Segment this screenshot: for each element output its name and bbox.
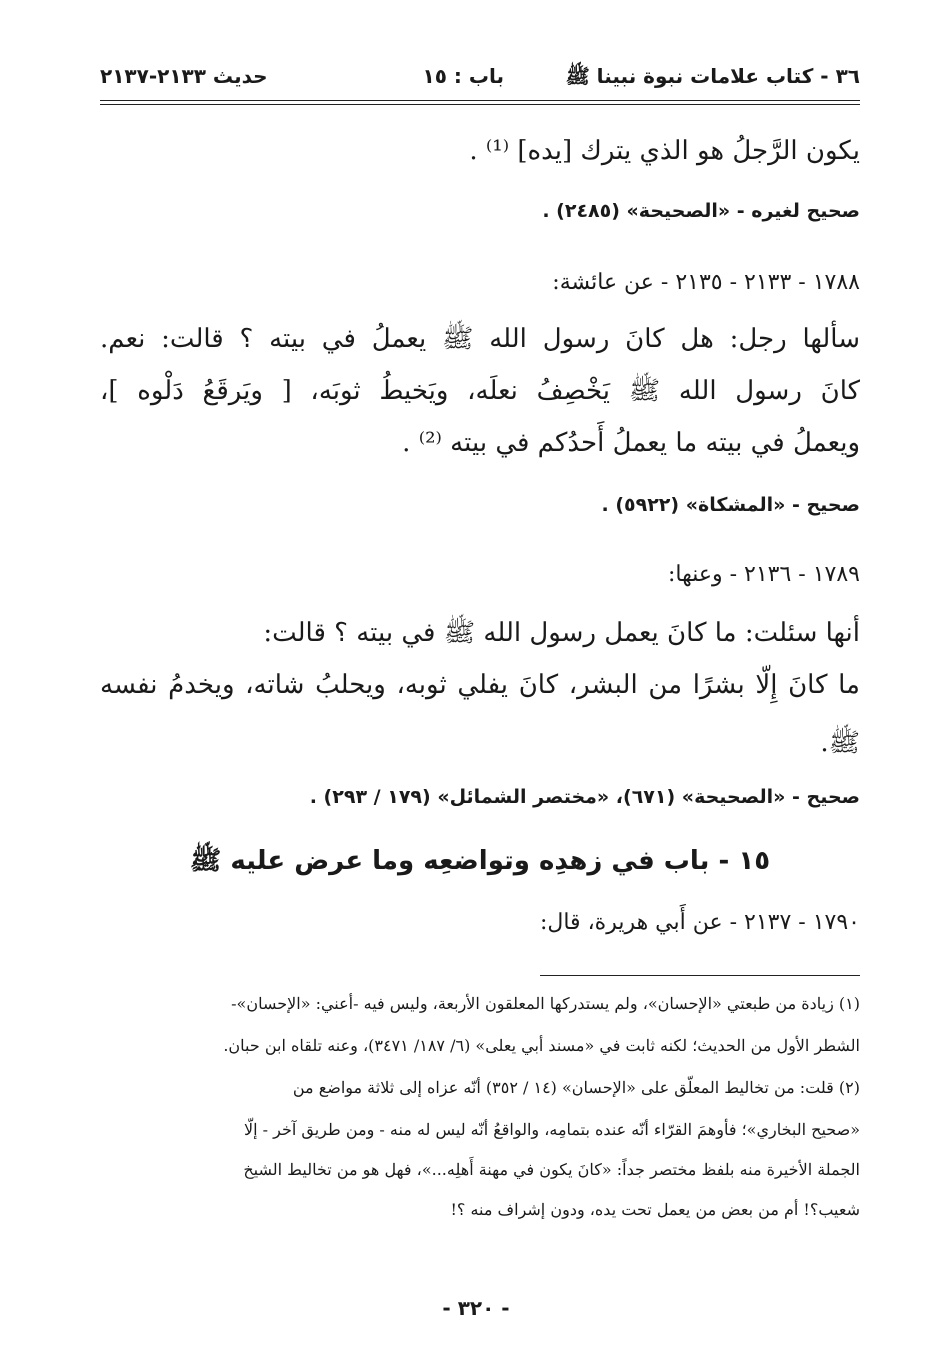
text-line: ﷺ. (820, 728, 860, 758)
footnote-rule (540, 975, 860, 976)
running-header (100, 60, 860, 100)
text-line: يكون الرَّجلُ هو الذي يترك [يده] ⁽¹⁾ . (469, 136, 860, 166)
hadith-number: ١٧٩٠ - ٢١٣٧ - عن أَبي هريرة، قال: (539, 910, 860, 935)
text-line: ما كانَ إِلّا بشرًا من البشر، كانَ يفلي ثوبه، ويحلبُ شاته، ويخدمُ نفسه (100, 670, 860, 700)
text-line: سألها رجل: هل كانَ رسول الله ﷺ يعملُ في بيته ؟ قالت: نعم. (100, 324, 860, 354)
text-line: كانَ رسول الله ﷺ يَخْصِفُ نعلَه، ويَخيطُ ثوبَه، [ ويَرقَعُ دَلْوه ]، (100, 376, 860, 406)
text-line: ويعملُ في بيته ما يعملُ أَحدُكم في بيته ⁽²⁾ . (402, 428, 860, 458)
chapter-heading: ١٥ - باب في زهدِه وتواضعِه وما عرض عليه ﷺ (189, 846, 771, 876)
footnote-line: (١) زيادة من طبعتي «الإحسان»، ولم يستدركها المعلقون الأربعة، وليس فيه -أعني: «الإحسان»- (231, 994, 860, 1013)
header-hadith-range: حديث ٢١٣٣-٢١٣٧ (100, 64, 268, 88)
hadith-number: ١٧٨٩ - ٢١٣٦ - وعنها: (667, 562, 860, 587)
grade-line: صحيح - «الصحيحة» (٦٧١)، «مختصر الشمائل» (١٧٩ / ٢٩٣) . (309, 786, 860, 808)
hadith-number: ١٧٨٨ - ٢١٣٣ - ٢١٣٥ - عن عائشة: (552, 270, 860, 295)
header-book-title: ٣٦ - كتاب علامات نبوة نبينا ﷺ (565, 64, 860, 88)
grade-line: صحيح - «المشكاة» (٥٩٢٢) . (601, 494, 860, 516)
header-chapter: باب : ١٥ (422, 64, 504, 88)
grade-line: صحيح لغيره - «الصحيحة» (٢٤٨٥) . (542, 200, 860, 222)
footnote-line: شعيب؟! أم من بعض من يعمل تحت يده، ودون إشراف منه ؟! (450, 1200, 860, 1219)
footnote-line: «صحيح البخاري»؛ فأوهمَ القرّاء أنّه عنده بتمامِه، والواقعُ أنّه ليس له منه - ومن طريق آخر - إلّا (243, 1120, 860, 1139)
text-line: أنها سئلت: ما كانَ يعمل رسول الله ﷺ في بيته ؟ قالت: (263, 618, 860, 648)
footnote-line: (٢) قلت: من تخاليط المعلّق على «الإحسان» (١٤ / ٣٥٢) أنّه عزاه إلى ثلاثة مواضع من (292, 1078, 860, 1097)
footnote-line: الشطر الأول من الحديث؛ لكنه ثابت في «مسند أبي يعلى» (٦/ ١٨٧/ ٣٤٧١)، وعنه تلقاه ابن حبان. (223, 1036, 860, 1055)
header-rule-thin (100, 104, 860, 105)
footnote-line: الجملة الأخيرة منه بلفظ مختصر جداً: «كانَ يكون في مهنة أَهلِه...»، فهل هو من تخاليط الشيخ (243, 1160, 860, 1179)
header-rule (100, 100, 860, 101)
page-number: - ٣٢٠ - (442, 1296, 510, 1320)
